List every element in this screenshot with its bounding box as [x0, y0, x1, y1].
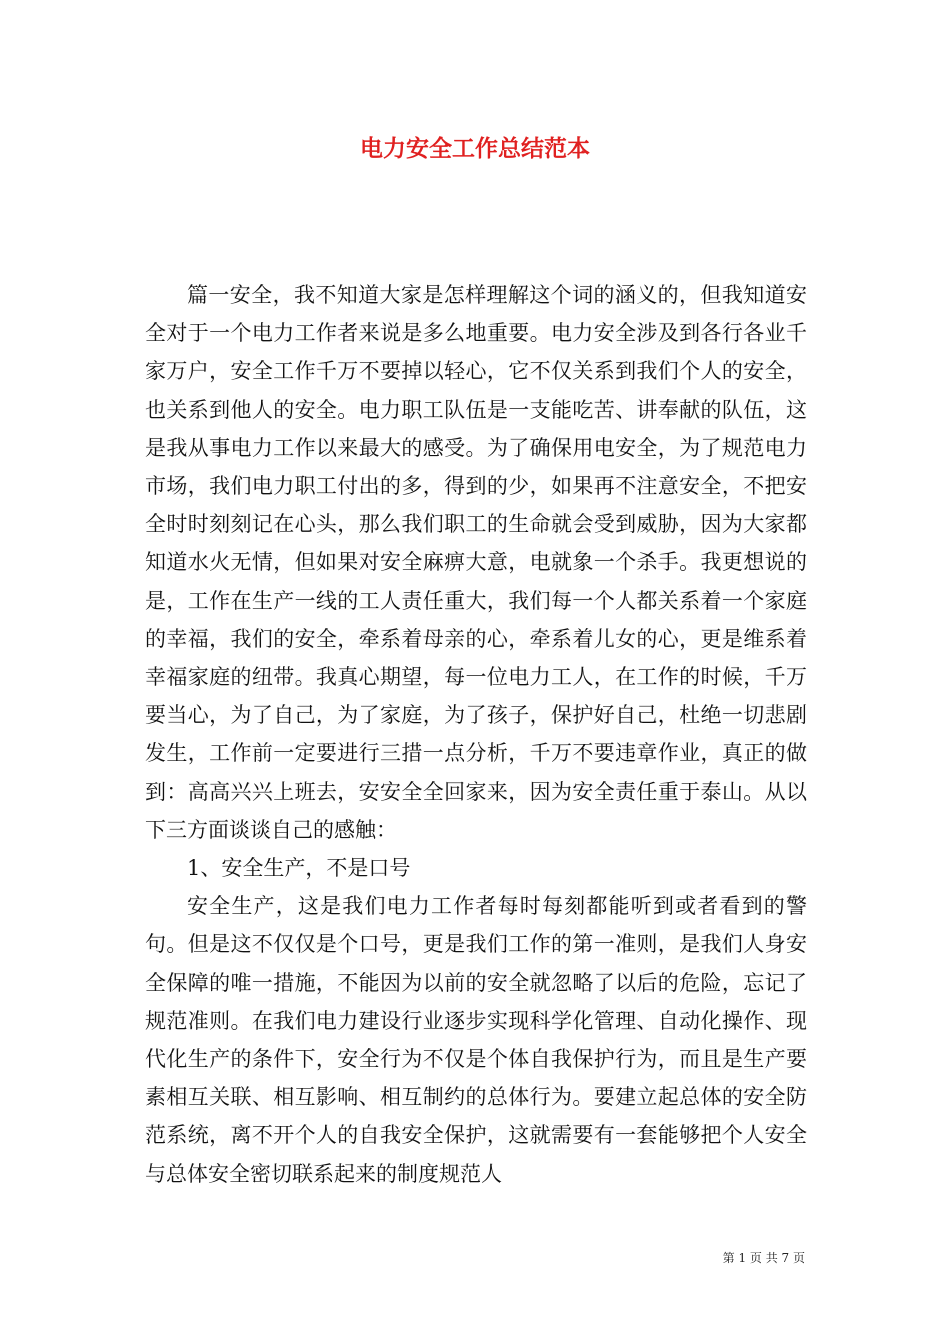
section-heading: 1、安全生产，不是口号	[187, 856, 411, 881]
paragraph-intro: 篇一安全，我不知道大家是怎样理解这个词的涵义的，但我知道安全对于一个电力工作者来说是多么地重要。电力安全涉及到各行各业千家万户，安全工作千万不要掉以轻心，它不仅关系到我们个人的安全，也关系到他人的安全。电力职工队伍是一支能吃苦、讲奉献的队伍，这是我从事电力工作以来最大的感受。为了确保用电安全，为了规范电力市场，我们电力职工付出的多，得到的少，如果再不注意安全，不把安全时时刻刻记在心头，那么我们职工的生命就会受到威胁，因为大家都知道水火无情，但如果对安全麻痹大意，电就象一个杀手。我更想说的是，工作在生产一线的工人责任重大，我们每一个人都关系着一个家庭的幸福，我们的安全，牵系着母亲的心，牵系着儿女的心，更是维系着幸福家庭的纽带。我真心期望，每一位电力工人，在工作的时候，千万要当心，为了自己，为了家庭，为了孩子，保护好自己，杜绝一切悲剧发生，工作前一定要进行三措一点分析，千万不要违章作业，真正的做到：高高兴兴上班去，安安全全回家来，因为安全责任重于泰山。从以下三方面谈谈自己的感触：	[145, 283, 807, 842]
paragraph-section-1: 安全生产，这是我们电力工作者每时每刻都能听到或者看到的警句。但是这不仅仅是个口号，更是我们工作的第一准则，是我们人身安全保障的唯一措施，不能因为以前的安全就忽略了以后的危险，忘记了规范准则。在我们电力建设行业逐步实现科学化管理、自动化操作、现代化生产的条件下，安全行为不仅是个体自我保护行为，而且是生产要素相互关联、相互影响、相互制约的总体行为。要建立起总体的安全防范系统，离不开个人的自我安全保护，这就需要有一套能够把个人安全与总体安全密切联系起来的制度规范人	[145, 894, 807, 1186]
page-number: 第 1 页 共 7 页	[722, 1251, 805, 1265]
document-title: 电力安全工作总结范本	[360, 135, 590, 162]
document-body	[145, 276, 807, 1193]
